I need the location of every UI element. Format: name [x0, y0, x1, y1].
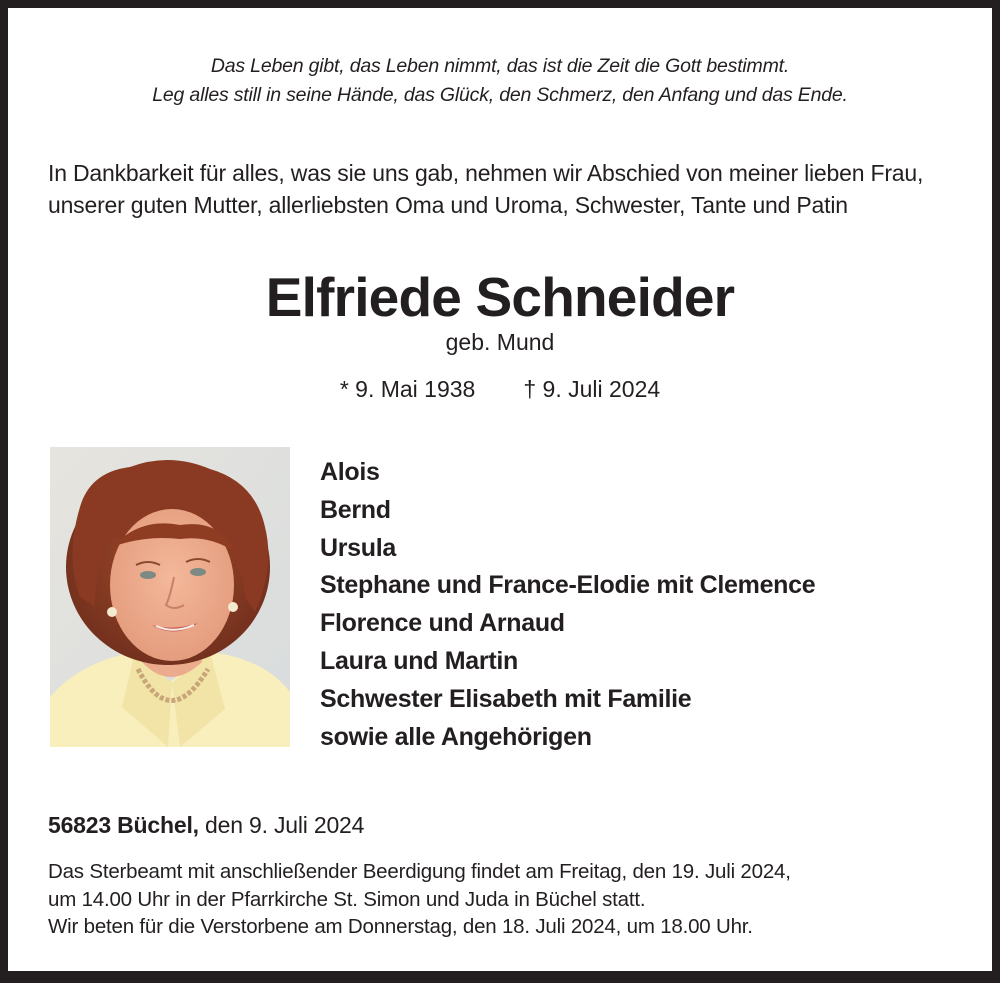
- service-line-1: Das Sterbeamt mit anschließender Beerdigung findet am Freitag, den 19. Juli 2024,: [48, 860, 791, 883]
- verse-line-1: Das Leben gibt, das Leben nimmt, das ist die Zeit die Gott bestimmt.: [210, 55, 790, 77]
- service-line-2: um 14.00 Uhr in der Pfarrkirche St. Simon und Juda in Büchel statt.: [48, 887, 646, 911]
- portrait-photo-icon: [50, 447, 290, 747]
- portrait-photo: [50, 447, 290, 747]
- intro-paragraph: In Dankbarkeit für alles, was sie uns gab, nehmen wir Abschied von meiner lieben Frau, unserer guten Mutter, allerliebsten Oma und Uroma, Schwester, Tante und Patin: [48, 160, 924, 218]
- maiden-name: geb. Mund: [445, 329, 555, 355]
- death-date: † 9. Juli 2024: [523, 376, 661, 402]
- mourner-item: Laura und Martin: [320, 646, 518, 675]
- life-dates: [0, 372, 1000, 406]
- service-line-3: Wir beten für die Verstorbene am Donnerstag, den 18. Juli 2024, um 18.00 Uhr.: [48, 915, 753, 938]
- mourner-item: Ursula: [320, 533, 397, 562]
- memorial-verse: [0, 52, 1000, 110]
- place-and-date: [48, 808, 364, 842]
- mourner-item: Stephane und France-Elodie mit Clemence: [320, 571, 816, 600]
- notice-date: den 9. Juli 2024: [198, 812, 365, 838]
- mourner-item: Alois: [320, 458, 380, 486]
- mourners-list: [320, 454, 815, 756]
- place: 56823 Büchel,: [48, 812, 199, 838]
- mourner-item: sowie alle Angehörigen: [320, 722, 592, 751]
- verse-line-2: Leg alles still in seine Hände, das Glück, den Schmerz, den Anfang und das Ende.: [152, 84, 848, 106]
- deceased-name: Elfriede Schneider: [265, 266, 735, 328]
- birth-date: * 9. Mai 1938: [339, 376, 476, 402]
- mourner-item: Schwester Elisabeth mit Familie: [320, 684, 692, 713]
- service-information: [48, 858, 968, 941]
- mourner-item: Bernd: [320, 495, 391, 524]
- mourner-item: Florence und Arnaud: [320, 609, 565, 638]
